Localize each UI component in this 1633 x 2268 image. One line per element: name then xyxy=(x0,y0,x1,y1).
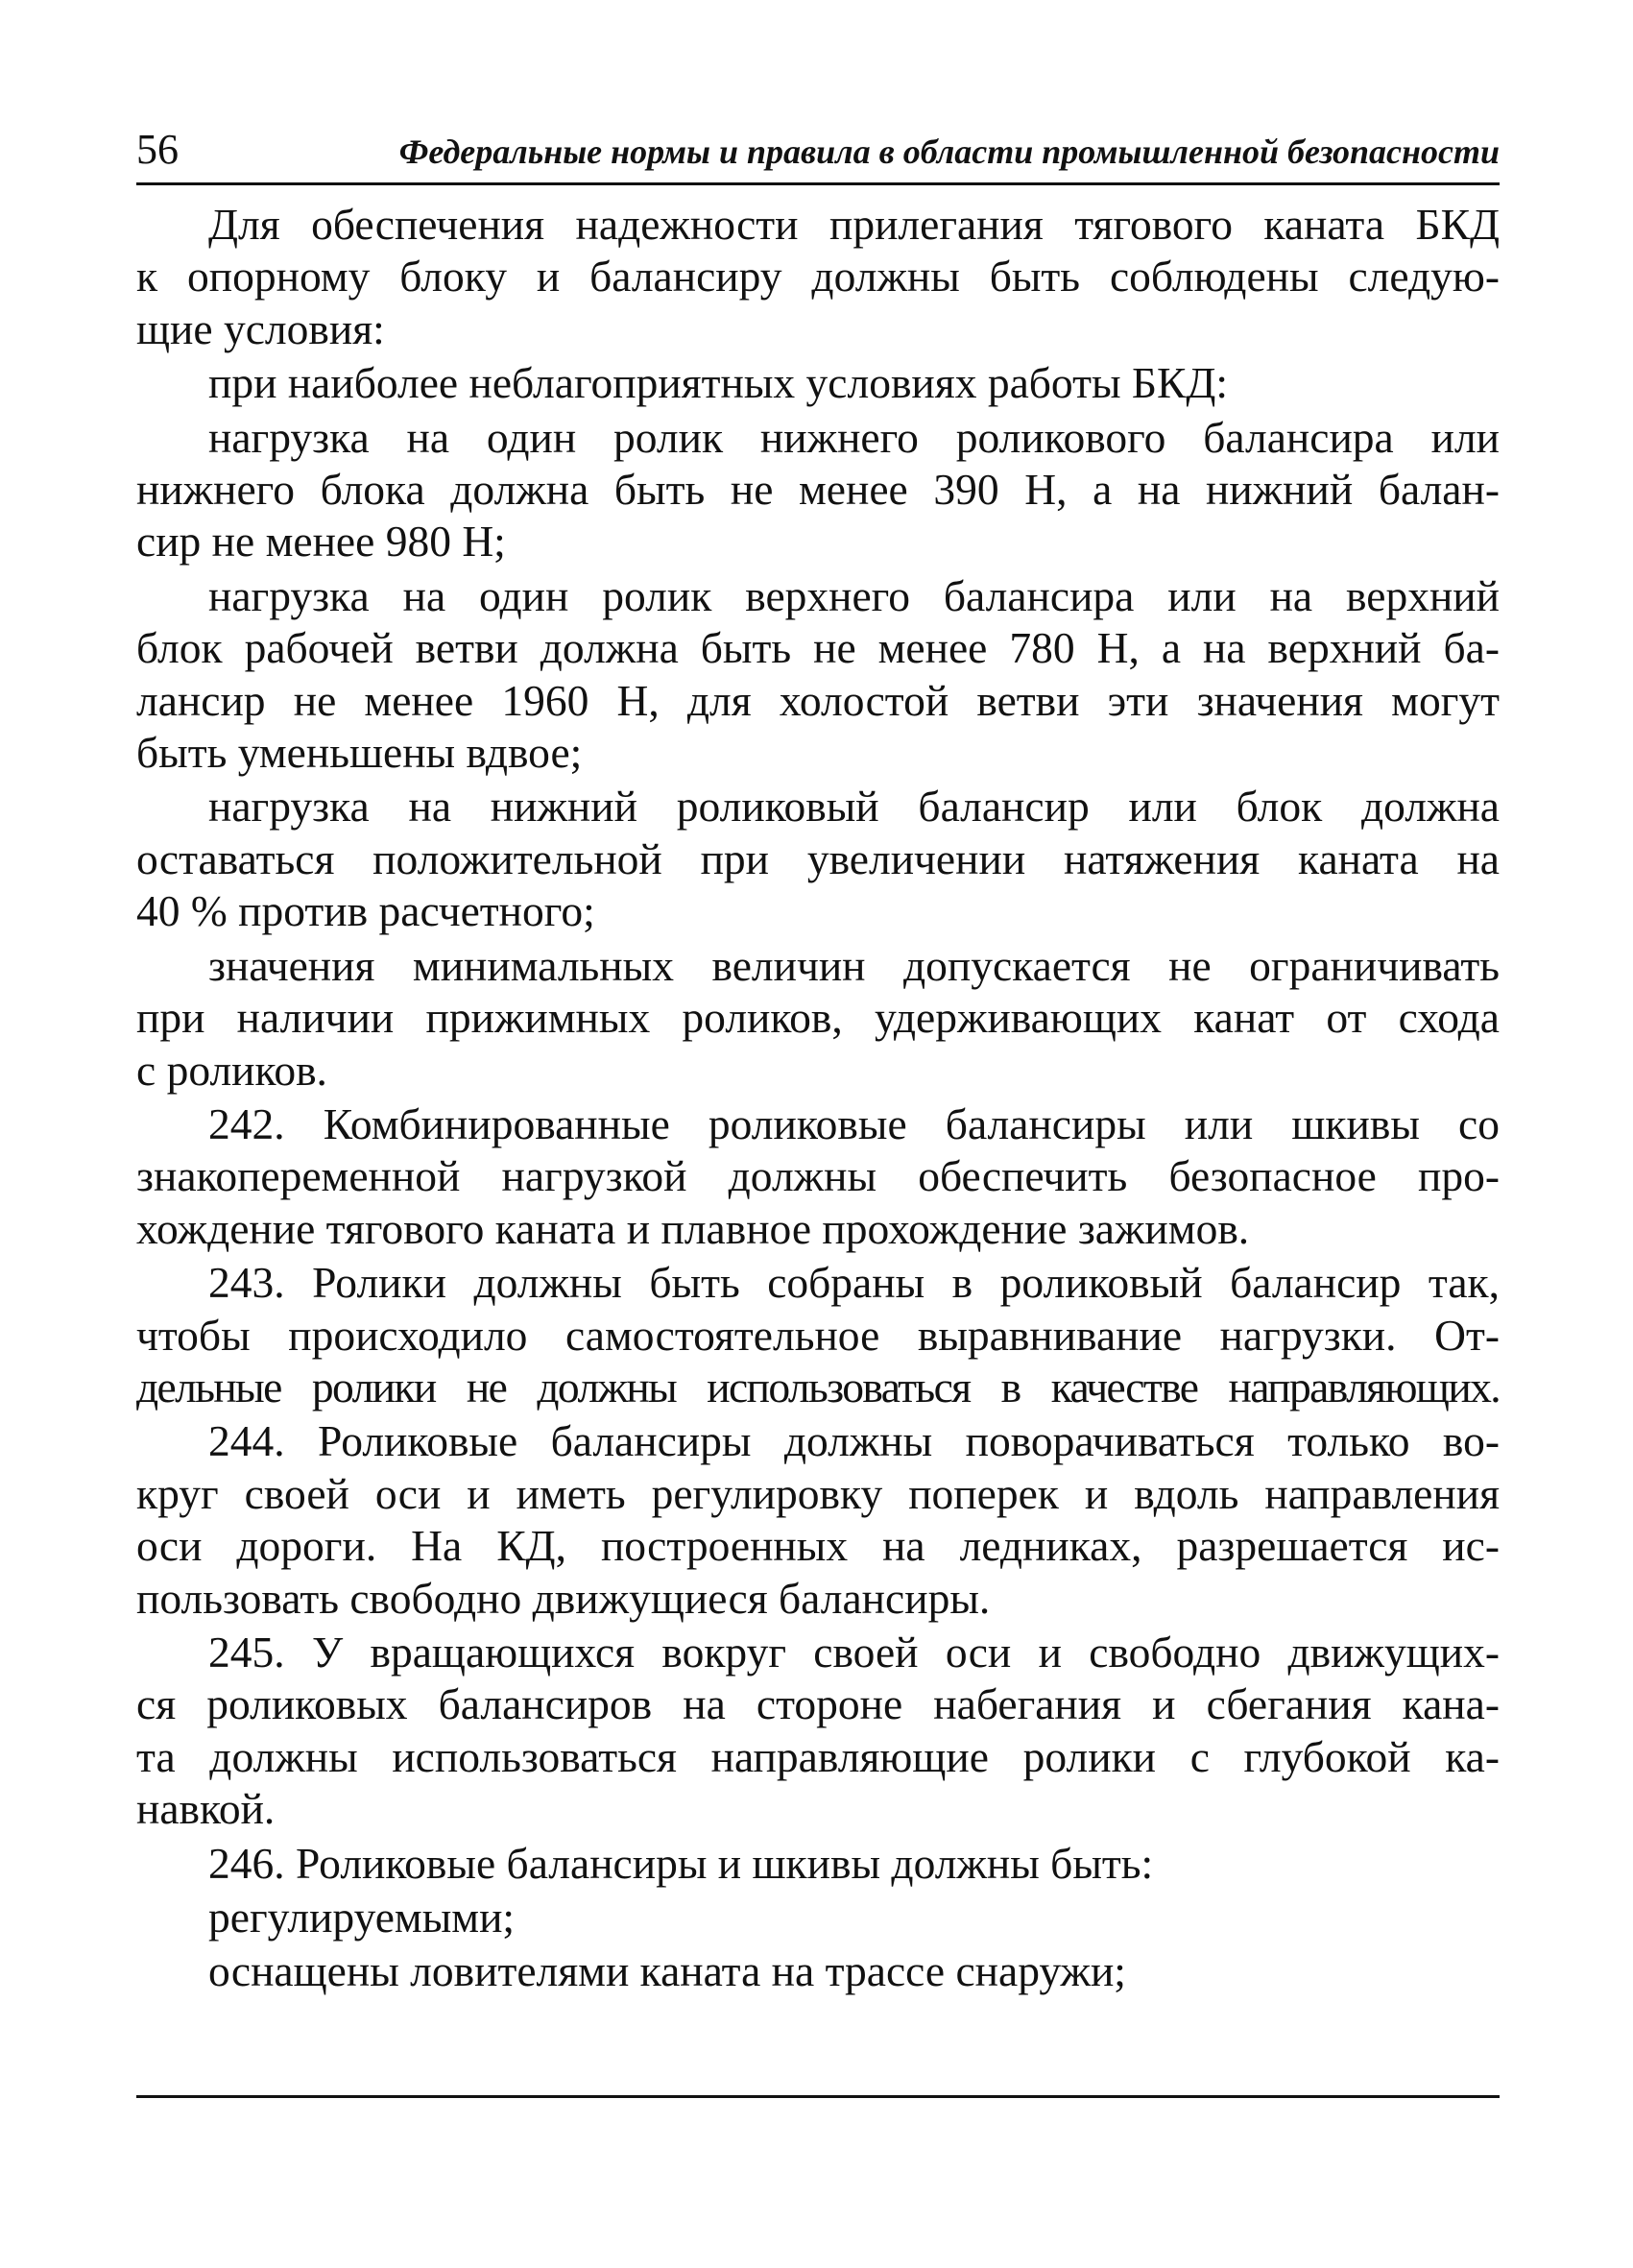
paragraph xyxy=(136,570,1500,780)
text-line: при наличии прижимных роликов, удерживающих канат от схода xyxy=(136,993,1500,1043)
paragraph xyxy=(136,1098,1500,1255)
text-line: круг своей оси и иметь регулировку поперек и вдоль направления xyxy=(136,1468,1500,1518)
text-line: чтобы происходило самостоятельное выравнивание нагрузки. От- xyxy=(136,1310,1500,1360)
paragraph xyxy=(136,1415,1500,1625)
paragraph xyxy=(136,781,1500,937)
text-line: 244. Роликовые балансиры должны поворачиваться только во- xyxy=(208,1416,1500,1466)
text-line: значения минимальных величин допускается не ограничивать xyxy=(208,940,1500,990)
text-line: нагрузка на один ролик нижнего роликового балансира или xyxy=(208,412,1500,462)
text-line: с роликов. xyxy=(136,1045,327,1095)
text-line: 242. Комбинированные роликовые балансиры или шкивы со xyxy=(208,1098,1500,1148)
text-line: 246. Роликовые балансиры и шкивы должны быть: xyxy=(208,1838,1154,1888)
text-line: регулируемыми; xyxy=(208,1893,516,1942)
text-line: 243. Ролики должны быть собраны в роликовый балансир так, xyxy=(208,1258,1500,1308)
paragraph xyxy=(136,1257,1500,1413)
text-line: та должны использоваться направляющие ролики с глубокой ка- xyxy=(136,1731,1500,1781)
text-line: 245. У вращающихся вокруг своей оси и свободно движущих- xyxy=(208,1627,1500,1677)
paragraph xyxy=(136,1945,1500,1997)
paragraph xyxy=(136,1838,1500,1890)
paragraph xyxy=(136,1892,1500,1943)
text-line: знакопеременной нагрузкой должны обеспечить безопасное про- xyxy=(136,1151,1500,1201)
text-line: пользовать свободно движущиеся балансиры. xyxy=(136,1573,991,1623)
paragraph xyxy=(136,199,1500,355)
page-header xyxy=(136,123,1500,185)
text-line: нагрузка на один ролик верхнего балансира или на верхний xyxy=(208,570,1500,620)
text-line: ся роликовых балансиров на стороне набегания и сбегания кана- xyxy=(136,1679,1500,1729)
text-line: к опорному блоку и балансиру должны быть соблюдены следую- xyxy=(136,252,1500,302)
text-line: 40 % против расчетного; xyxy=(136,886,595,936)
text-line: нижнего блока должна быть не менее 390 Н, а на нижний балан- xyxy=(136,465,1500,515)
text-line: быть уменьшены вдвое; xyxy=(136,728,583,778)
running-title: Федеральные нормы и правила в области промышленной безопасности xyxy=(398,133,1500,171)
text-line: оснащены ловителями каната на трассе снаружи; xyxy=(208,1946,1126,1996)
text-line: сир не менее 980 Н; xyxy=(136,517,506,567)
text-line: лансир не менее 1960 Н, для холостой ветви эти значения могут xyxy=(136,675,1500,725)
body-text xyxy=(136,199,1500,2000)
paragraph xyxy=(136,1627,1500,1836)
paragraph xyxy=(136,412,1500,568)
text-line: хождение тягового каната и плавное прохождение зажимов. xyxy=(136,1203,1250,1253)
text-line: навкой. xyxy=(136,1784,276,1834)
text-line: Для обеспечения надежности прилегания тягового каната БКД xyxy=(208,200,1500,249)
paragraph xyxy=(136,357,1500,409)
text-line: щие условия: xyxy=(136,303,385,353)
text-line: нагрузка на нижний роликовый балансир или блок должна xyxy=(208,782,1500,832)
text-line: блок рабочей ветви должна быть не менее 780 Н, а на верхний ба- xyxy=(136,623,1500,673)
page-number: 56 xyxy=(136,126,179,173)
text-line: оси дороги. На КД, построенных на ледниках, разрешается ис- xyxy=(136,1521,1500,1571)
paragraph xyxy=(136,940,1500,1097)
text-line: дельные ролики не должны использоваться в качестве направляющих. xyxy=(136,1362,1500,1411)
footer-divider xyxy=(136,2095,1500,2098)
text-line: оставаться положительной при увеличении натяжения каната на xyxy=(136,833,1500,883)
text-line: при наиболее неблагоприятных условиях работы БКД: xyxy=(208,358,1229,408)
